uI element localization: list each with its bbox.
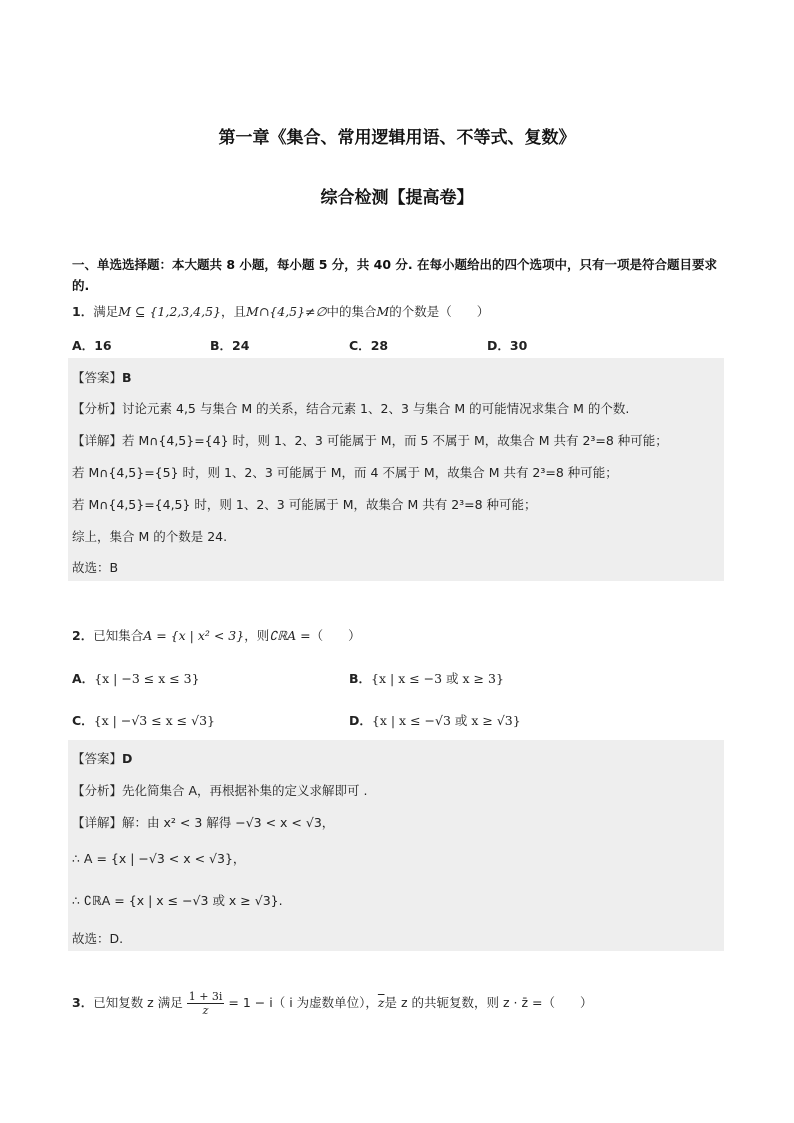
q2-detail-line-2: ∴ A = {x | −√3 < x < √3}， [72, 851, 246, 866]
q2-solution-box [68, 740, 724, 951]
q2-analysis: 【分析】先化简集合 A，再根据补集的定义求解即可 . [72, 783, 368, 798]
q1-option-d: D．30 [487, 338, 528, 353]
q2-number: 2． [72, 628, 94, 643]
q1-detail-line-2: 若 M∩{4,5}={5} 时，则 1、2、3 可能属于 M，而 4 不属于 M，故集合 M 共有 2³=8 种可能； [72, 465, 618, 480]
section-heading: 一、单选选择题：本大题共 8 小题，每小题 5 分，共 40 分. 在每小题给出的四个选项中，只有一项是符合题目要求的. [72, 257, 718, 293]
q2-answer: 【答案】D [72, 751, 133, 766]
chapter-title: 第一章《集合、常用逻辑用语、不等式、复数》 [218, 128, 576, 148]
q1-detail-line-1: 【详解】若 M∩{4,5}={4} 时，则 1、2、3 可能属于 M，而 5 不属于 M，故集合 M 共有 2³=8 种可能； [72, 433, 668, 448]
q1-option-b: B．24 [210, 338, 250, 353]
q2-detail-line-1: 【详解】解：由 x² < 3 解得 −√3 < x < √3， [72, 815, 335, 830]
q3-stem: 3．已知复数 z 满足 $\frac{1 + 3i}{z}$ = 1 − i（ i 为虚数单位），$\overline{z}$是 z 的共轭复数，则 z · z̄ =（ ） [72, 990, 593, 1017]
q1-answer: 【答案】B [72, 370, 132, 385]
q2-complement-math: ∁ℝA = [269, 628, 311, 643]
q1-detail-line-4: 综上，集合 M 的个数是 24. [72, 529, 228, 544]
q1-stem: 1．满足M ⊆ {1,2,3,4,5}，且M∩{4,5}≠∅中的集合M的个数是（ ） [72, 304, 490, 319]
q1-number: 1． [72, 304, 94, 319]
q1-option-a: A．16 [72, 338, 112, 353]
q2-option-a: A．{x | −3 ≤ x ≤ 3} [72, 671, 200, 686]
q2-stem: 2．已知集合A = {x | x² < 3}，则∁ℝA =（ ） [72, 628, 361, 643]
q2-option-d: D．{x | x ≤ −√3 或 x ≥ √3} [349, 713, 521, 728]
q2-option-c: C．{x | −√3 ≤ x ≤ √3} [72, 713, 216, 728]
q1-option-c: C．28 [349, 338, 389, 353]
q2-detail-line-4: 故选：D. [72, 931, 124, 946]
q2-set-math: A = {x | x² < 3} [143, 628, 245, 643]
q1-detail-line-5: 故选：B [72, 560, 119, 575]
q3-fraction: $\frac{1 + 3i}{z}$ [188, 990, 223, 1017]
q3-conjugate-symbol: $\overline{z}$ [377, 995, 385, 1010]
q1-subset-math: M ⊆ {1,2,3,4,5} [118, 304, 222, 319]
q1-analysis: 【分析】讨论元素 4,5 与集合 M 的关系，结合元素 1、2、3 与集合 M 的可能情况求集合 M 的个数. [72, 401, 630, 416]
q2-option-b: B．{x | x ≤ −3 或 x ≥ 3} [349, 671, 504, 686]
q3-number: 3． [72, 995, 94, 1010]
q1-detail-line-3: 若 M∩{4,5}={4,5} 时，则 1、2、3 可能属于 M，故集合 M 共有 2³=8 种可能； [72, 497, 537, 512]
q2-detail-line-3: ∴ ∁ℝA = {x | x ≤ −√3 或 x ≥ √3}. [72, 893, 283, 908]
test-subtitle: 综合检测【提高卷】 [320, 188, 474, 208]
q1-condition-math: M∩{4,5}≠∅ [246, 304, 327, 319]
